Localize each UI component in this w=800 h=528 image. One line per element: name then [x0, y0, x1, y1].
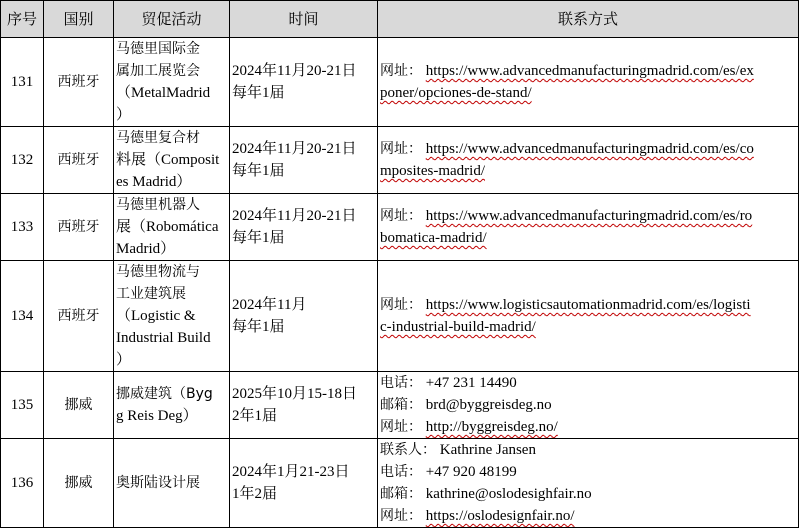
time-line: 2024年11月 [232, 297, 307, 313]
time-line: 每年1届 [232, 163, 285, 179]
website-link[interactable]: https://oslodesignfair.no/ [425, 508, 575, 524]
row-country: 挪威 [44, 439, 114, 528]
row-time [230, 127, 378, 194]
row-number: 136 [1, 439, 44, 528]
event-line: Madrid） [116, 241, 176, 257]
event-line: ） [116, 352, 132, 368]
table-row [1, 372, 799, 439]
row-contact [378, 439, 799, 528]
row-country: 挪威 [44, 372, 114, 439]
table-row [1, 38, 799, 127]
row-event [114, 372, 230, 439]
time-line: 2024年11月20-21日 [232, 63, 357, 79]
event-line: 奥斯陆设计展 [116, 475, 200, 491]
row-event [114, 127, 230, 194]
row-contact [378, 127, 799, 194]
website-link[interactable]: https://www.logisticsautomationmadrid.com/es/logisti [425, 297, 751, 313]
event-line: Industrial Build [116, 330, 211, 346]
row-time [230, 38, 378, 127]
row-time [230, 439, 378, 528]
website-link[interactable]: https://www.advancedmanufacturingmadrid.com/es/ro [425, 208, 753, 224]
event-line: g Reis Deg） [116, 408, 198, 424]
header-row [1, 1, 799, 38]
website-link-cont[interactable]: c-industrial-build-madrid/ [380, 319, 536, 335]
website-link[interactable]: http://byggreisdeg.no/ [425, 419, 558, 435]
row-time [230, 372, 378, 439]
header-event: 贸促活动 [114, 1, 230, 38]
contact-person-label: 联系人： [380, 442, 436, 458]
website-link-cont[interactable]: poner/opciones-de-stand/ [380, 85, 532, 101]
row-contact [378, 261, 799, 372]
email-link[interactable]: kathrine@oslodesighfair.no [425, 486, 592, 502]
row-number: 133 [1, 194, 44, 261]
website-label: 网址： [380, 63, 422, 79]
event-line: 马德里国际金 [116, 41, 200, 57]
event-line: 料展（Composit [116, 152, 220, 168]
row-number: 132 [1, 127, 44, 194]
row-event [114, 261, 230, 372]
header-no: 序号 [1, 1, 44, 38]
row-number: 134 [1, 261, 44, 372]
row-number: 135 [1, 372, 44, 439]
event-line: 马德里物流与 [116, 264, 200, 280]
row-country: 西班牙 [44, 194, 114, 261]
row-event [114, 38, 230, 127]
table-row [1, 127, 799, 194]
website-label: 网址： [380, 297, 422, 313]
row-event [114, 194, 230, 261]
website-label: 网址： [380, 208, 422, 224]
event-line: 挪威建筑（Byg [116, 386, 213, 402]
time-line: 2024年1月21-23日 [232, 464, 350, 480]
time-line: 2024年11月20-21日 [232, 208, 357, 224]
table-row [1, 261, 799, 372]
time-line: 2024年11月20-21日 [232, 141, 357, 157]
phone-value: +47 920 48199 [425, 464, 517, 480]
phone-label: 电话： [380, 375, 422, 391]
event-line: 工业建筑展 [116, 286, 186, 302]
phone-value: +47 231 14490 [425, 375, 517, 391]
row-contact [378, 372, 799, 439]
row-country: 西班牙 [44, 38, 114, 127]
row-country: 西班牙 [44, 127, 114, 194]
email-link[interactable]: brd@byggreisdeg.no [425, 397, 552, 413]
header-contact: 联系方式 [378, 1, 799, 38]
time-line: 每年1届 [232, 85, 285, 101]
header-country: 国别 [44, 1, 114, 38]
event-line: 展（Robomática [116, 219, 219, 235]
email-label: 邮箱： [380, 486, 422, 502]
website-link[interactable]: https://www.advancedmanufacturingmadrid.com/es/co [425, 141, 754, 157]
website-label: 网址： [380, 141, 422, 157]
event-line: ） [116, 107, 132, 123]
table-row [1, 439, 799, 528]
header-time: 时间 [230, 1, 378, 38]
event-line: es Madrid） [116, 174, 192, 190]
row-contact [378, 38, 799, 127]
website-link-cont[interactable]: bomatica-madrid/ [380, 230, 487, 246]
row-country: 西班牙 [44, 261, 114, 372]
contact-person-value: Kathrine Jansen [439, 442, 536, 458]
website-link[interactable]: https://www.advancedmanufacturingmadrid.com/es/ex [425, 63, 754, 79]
event-line: 马德里复合材 [116, 130, 200, 146]
row-time [230, 261, 378, 372]
website-label: 网址： [380, 508, 422, 524]
phone-label: 电话： [380, 464, 422, 480]
event-line: （MetalMadrid [116, 85, 211, 101]
event-line: 马德里机器人 [116, 197, 200, 213]
website-label: 网址： [380, 419, 422, 435]
table-row [1, 194, 799, 261]
row-time [230, 194, 378, 261]
time-line: 2025年10月15-18日 [232, 386, 357, 402]
time-line: 1年2届 [232, 486, 278, 502]
time-line: 每年1届 [232, 319, 285, 335]
event-line: （Logistic & [116, 308, 196, 324]
email-label: 邮箱： [380, 397, 422, 413]
website-link-cont[interactable]: mposites-madrid/ [380, 163, 485, 179]
row-contact [378, 194, 799, 261]
row-event [114, 439, 230, 528]
time-line: 2年1届 [232, 408, 278, 424]
row-number: 131 [1, 38, 44, 127]
time-line: 每年1届 [232, 230, 285, 246]
event-line: 属加工展览会 [116, 63, 200, 79]
